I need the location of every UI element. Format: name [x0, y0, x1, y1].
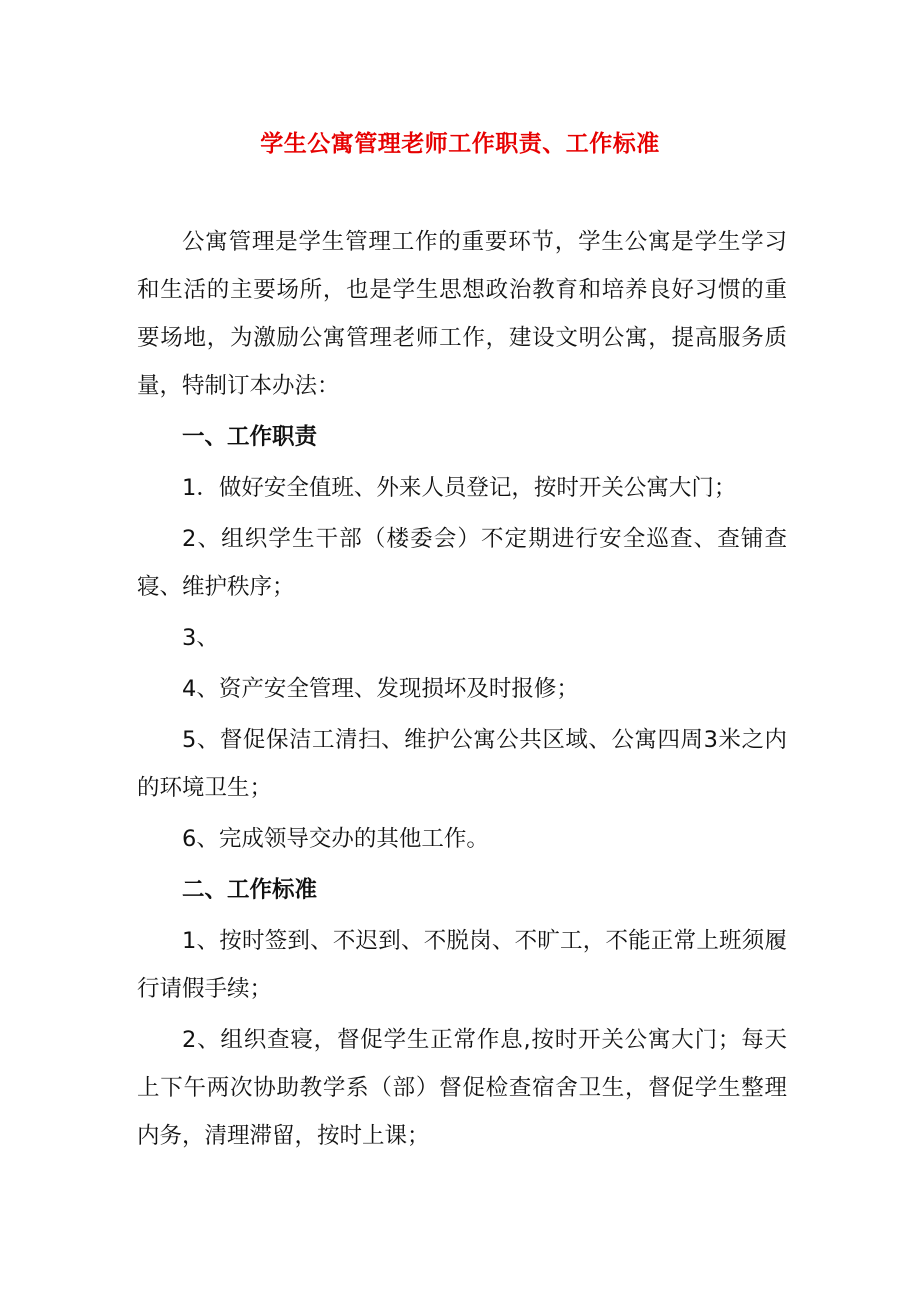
- standard-item: 2、组织查寝，督促学生正常作息,按时开关公寓大门；每天上下午两次协助教学系（部）督促检查宿舍卫生，督促学生整理内务，清理滞留，按时上课；: [137, 1027, 787, 1149]
- section-heading-duties: 一、工作职责: [182, 424, 318, 450]
- duty-item: 3、: [182, 625, 219, 651]
- duty-item: 5、督促保洁工清扫、维护公寓公共区域、公寓四周3米之内的环境卫生；: [137, 727, 787, 801]
- document-title: 学生公寓管理老师工作职责、工作标准: [260, 131, 660, 157]
- document-body: [137, 218, 787, 1160]
- duty-item: 2、组织学生干部（楼委会）不定期进行安全巡查、查铺查寝、维护秩序；: [137, 526, 787, 600]
- intro-paragraph: 公寓管理是学生管理工作的重要环节，学生公寓是学生学习和生活的主要场所，也是学生思想政治教育和培养良好习惯的重要场地，为激励公寓管理老师工作，建设文明公寓，提高服务质量，特制订本办法：: [137, 229, 787, 399]
- section-heading-standards: 二、工作标准: [182, 877, 318, 903]
- duty-item: 6、完成领导交办的其他工作。: [182, 826, 489, 852]
- duty-item: 1．做好安全值班、外来人员登记，按时开关公寓大门；: [182, 475, 737, 501]
- standard-item: 1、按时签到、不迟到、不脱岗、不旷工，不能正常上班须履行请假手续；: [137, 928, 787, 1002]
- duty-item: 4、资产安全管理、发现损坏及时报修；: [182, 676, 579, 702]
